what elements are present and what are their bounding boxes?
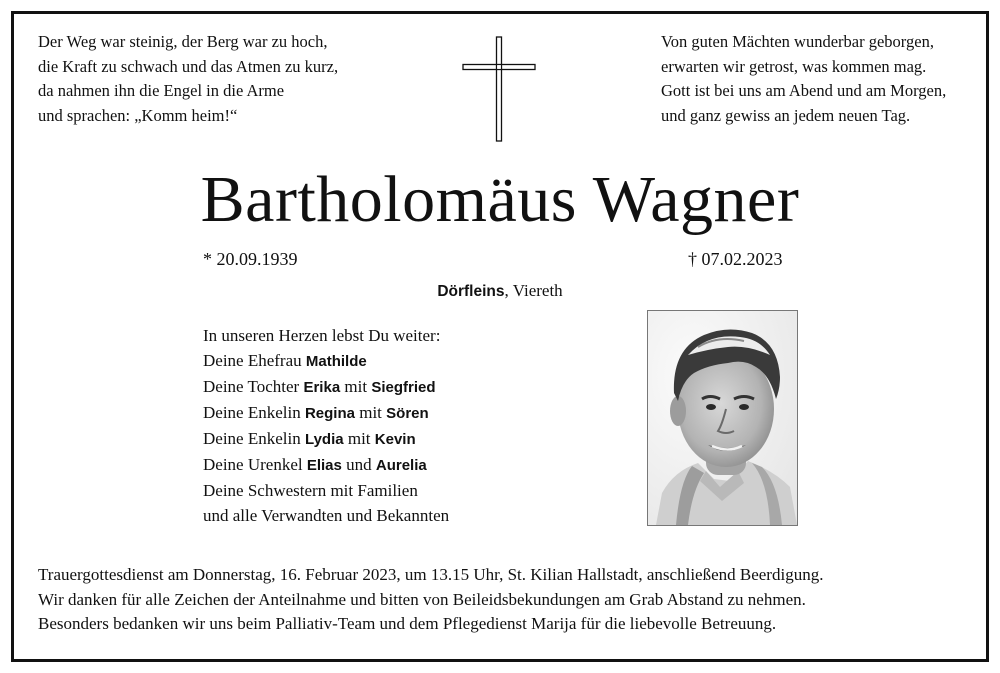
family-name: Kevin	[374, 431, 416, 448]
place-primary: Dörfleins	[437, 283, 505, 300]
place-of-residence	[0, 279, 1000, 304]
family-intro: In unseren Herzen lebst Du weiter:	[203, 326, 441, 345]
footer-line: Wir danken für alle Zeichen der Anteilnahme und bitten von Beileidsbekundungen am Grab Abstand zu nehmen.	[38, 589, 806, 609]
place-secondary: , Viereth	[504, 281, 563, 300]
portrait-illustration	[648, 311, 797, 525]
poem-right	[661, 30, 946, 128]
connector-text: mit	[354, 403, 387, 422]
family-row	[203, 374, 449, 400]
family-name: Erika	[303, 379, 341, 396]
footer-line: Besonders bedanken wir uns beim Palliativ-Team und dem Pflegedienst Marija für die liebevolle Betreuung.	[38, 614, 777, 633]
family-name: Aurelia	[375, 457, 427, 474]
poem-left-line: Der Weg war steinig, der Berg war zu hoch,	[38, 32, 328, 51]
family-row	[203, 400, 449, 426]
poem-right-line: Gott ist bei uns am Abend und am Morgen,	[661, 81, 947, 100]
poem-left-line: die Kraft zu schwach und das Atmen zu kurz,	[38, 56, 339, 76]
family-name: Siegfried	[371, 379, 436, 396]
family-row	[203, 426, 449, 452]
portrait-photo	[647, 310, 798, 526]
poem-left	[38, 30, 338, 128]
relation-text: Deine Enkelin	[203, 429, 305, 448]
family-row	[203, 452, 449, 478]
family-relatives: und alle Verwandten und Bekannten	[203, 506, 450, 525]
family-row	[203, 348, 449, 374]
family-name: Lydia	[304, 431, 344, 448]
poem-right-line: und ganz gewiss an jedem neuen Tag.	[661, 105, 911, 125]
birth-date: * 20.09.1939	[203, 249, 298, 269]
deceased-name: Bartholomäus Wagner	[200, 163, 800, 236]
service-information	[38, 563, 823, 637]
family-name: Sören	[386, 405, 429, 422]
poem-left-line: und sprachen: „Komm heim!“	[38, 105, 238, 125]
family-name: Mathilde	[305, 353, 367, 370]
footer-line: Trauergottesdienst am Donnerstag, 16. Februar 2023, um 13.15 Uhr, St. Kilian Hallstadt, anschließend Beerdigung.	[38, 565, 824, 584]
relation-text: Deine Enkelin	[203, 403, 305, 422]
family-list	[203, 323, 449, 528]
cross-icon	[462, 36, 536, 142]
relation-text: Deine Ehefrau	[203, 351, 306, 370]
connector-text: mit	[340, 377, 372, 396]
poem-right-line: Von guten Mächten wunderbar geborgen,	[661, 32, 934, 51]
family-siblings: Deine Schwestern mit Familien	[203, 481, 418, 500]
connector-text: und	[341, 455, 376, 474]
poem-right-line: erwarten wir getrost, was kommen mag.	[661, 56, 927, 76]
death-date: † 07.02.2023	[688, 249, 783, 269]
family-name: Elias	[306, 457, 342, 474]
family-name: Regina	[304, 405, 355, 422]
relation-text: Deine Tochter	[203, 377, 304, 396]
relation-text: Deine Urenkel	[203, 455, 307, 474]
poem-left-line: da nahmen ihn die Engel in die Arme	[38, 81, 285, 100]
connector-text: mit	[343, 429, 375, 448]
